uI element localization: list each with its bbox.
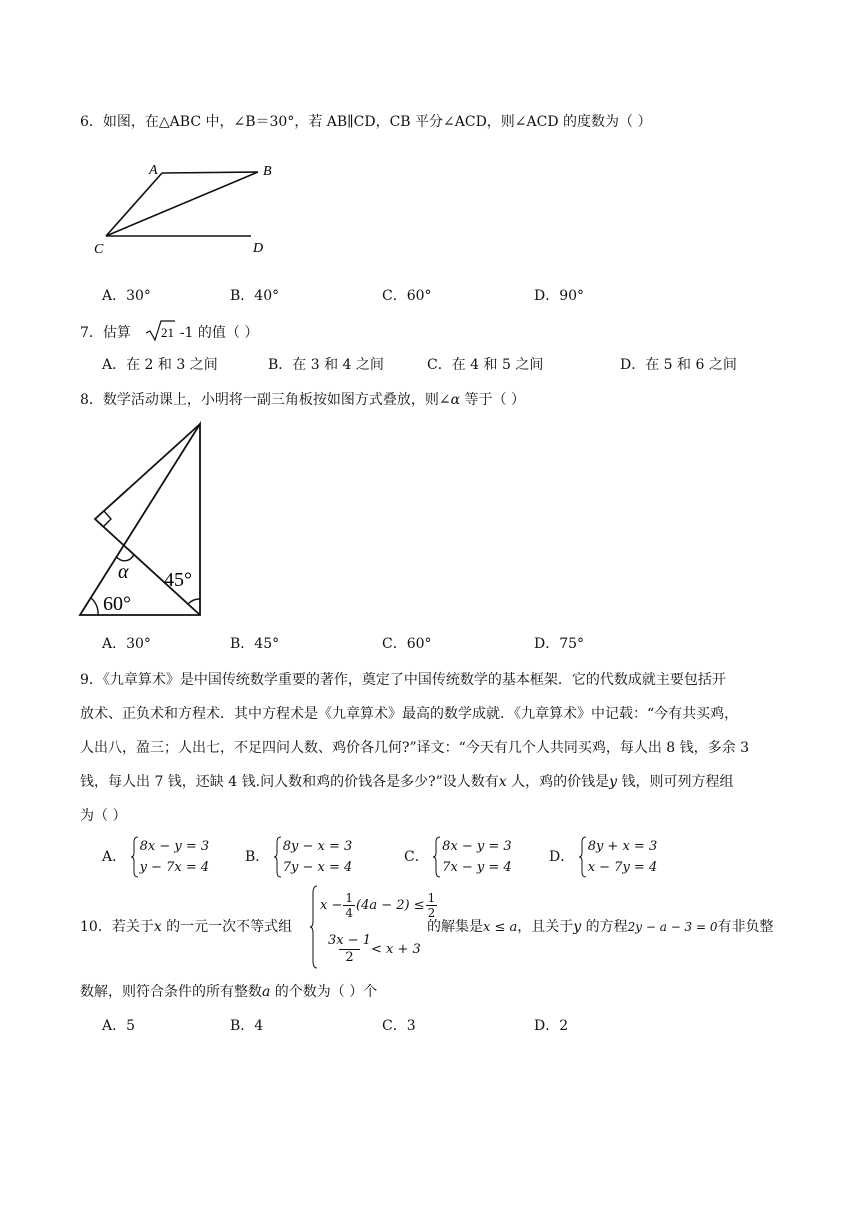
q9-option-d[interactable]: D． 8y + x = 3 x − 7y = 4 [549, 836, 657, 878]
equation-system: 8x − y = 3 7x − y = 4 [433, 836, 512, 878]
segment-bc [106, 172, 258, 236]
inequality-1: x − $\frac{1}{4}$ (4a − 2) ≤ $\frac{1}{2}$ [320, 890, 436, 920]
q10-line-2: 数解，则符合条件的所有整数a 的个数为（ ）个 [80, 984, 378, 1000]
q10-option-d[interactable]: D．2 [534, 1018, 569, 1034]
q10-line-1-prefix: 10．若关于x 的一元一次不等式组 [80, 919, 293, 935]
angle-45-arc [188, 599, 200, 604]
q9-line-5: 为（ ） [80, 808, 127, 824]
q10-option-a[interactable]: A．5 [102, 1018, 136, 1034]
q9-line-4: 钱，每人出 7 钱，还缺 4 钱.问人数和鸡的价钱各是多少?”设人数有x 人，鸡的价钱是y 钱，则可列方程组 [80, 774, 734, 790]
right-angle-marker [103, 511, 111, 527]
q9-line-1: 9．《九章算术》是中国传统数学重要的著作，奠定了中国传统数学的基本框架．它的代数成就主要包括开 [80, 672, 726, 688]
q8-figure [76, 420, 208, 620]
q9-option-a[interactable]: A． 8x − y = 3 y − 7x = 4 [102, 836, 209, 878]
q7-text [80, 320, 258, 343]
q8-option-d[interactable]: D．75° [534, 636, 585, 652]
brace-icon [579, 836, 587, 878]
brace-icon [310, 885, 318, 969]
sqrt-21 [145, 320, 175, 343]
q8-option-c[interactable]: C．60° [382, 636, 432, 652]
q7-option-d[interactable]: D．在 5 和 6 之间 [620, 357, 737, 373]
inequality-2: 3x − 1 2 < x + 3 [328, 932, 421, 965]
q6-option-a[interactable]: A．30° [102, 288, 151, 304]
segment-ac [106, 173, 162, 236]
brace-icon [433, 836, 441, 878]
brace-icon [131, 836, 139, 878]
q9-option-b[interactable]: B． 8y − x = 3 7y − x = 4 [245, 836, 352, 878]
q7-option-c[interactable]: C．在 4 和 5 之间 [427, 357, 544, 373]
q10-line-1-suffix: 的解集是x ≤ a，且关于y 的方程2y − a − 3 = 0有非负整 [427, 919, 774, 935]
brace-icon [274, 836, 282, 878]
q9-line-2: 放术、正负术和方程术．其中方程术是《九章算术》最高的数学成就．《九章算术》中记载：“今有共买鸡， [80, 706, 739, 722]
q8-option-b[interactable]: B．45° [230, 636, 280, 652]
q9-option-c[interactable]: C． 8x − y = 3 7x − y = 4 [404, 836, 512, 878]
q7-option-a[interactable]: A．在 2 和 3 之间 [102, 357, 218, 373]
equation-system: 8y + x = 3 x − 7y = 4 [579, 836, 658, 878]
label-45: 45° [164, 569, 192, 591]
inequality-system [310, 885, 436, 969]
q6-text: 6．如图，在△ABC 中，∠B＝30°，若 AB∥CD，CB 平分∠ACD，则∠ACD 的度数为（ ） [80, 114, 652, 130]
equation-system: 8x − y = 3 y − 7x = 4 [131, 836, 210, 878]
radical-sign-icon [145, 320, 175, 342]
label-a: A [149, 163, 158, 178]
equation-system: 8y − x = 3 7y − x = 4 [274, 836, 353, 878]
label-d: D [253, 241, 264, 256]
q7-suffix: -1 的值（ ） [179, 325, 259, 341]
q7-prefix: 7．估算 [80, 325, 131, 341]
radicand: 21 [161, 325, 175, 340]
q8-option-a[interactable]: A．30° [102, 636, 151, 652]
q8-text: 8．数学活动课上，小明将一副三角板按如图方式叠放，则∠α 等于（ ） [80, 392, 526, 408]
q6-figure [88, 160, 288, 260]
label-b: B [263, 164, 272, 179]
q7-option-b[interactable]: B．在 3 和 4 之间 [268, 357, 384, 373]
q9-line-3: 人出八，盈三；人出七，不足四问人数、鸡价各几何?”译文：“今天有几个人共同买鸡，每人出 8 钱，多余 3 [80, 740, 749, 756]
q6-option-b[interactable]: B．40° [230, 288, 280, 304]
q6-option-d[interactable]: D．90° [534, 288, 585, 304]
label-c: C [94, 242, 104, 257]
segment-ab [162, 172, 258, 173]
q6-option-c[interactable]: C．60° [382, 288, 432, 304]
q10-option-b[interactable]: B．4 [230, 1018, 264, 1034]
label-alpha: α [118, 561, 129, 583]
label-60: 60° [103, 593, 131, 615]
q10-option-c[interactable]: C．3 [382, 1018, 416, 1034]
angle-60-arc [91, 598, 98, 615]
